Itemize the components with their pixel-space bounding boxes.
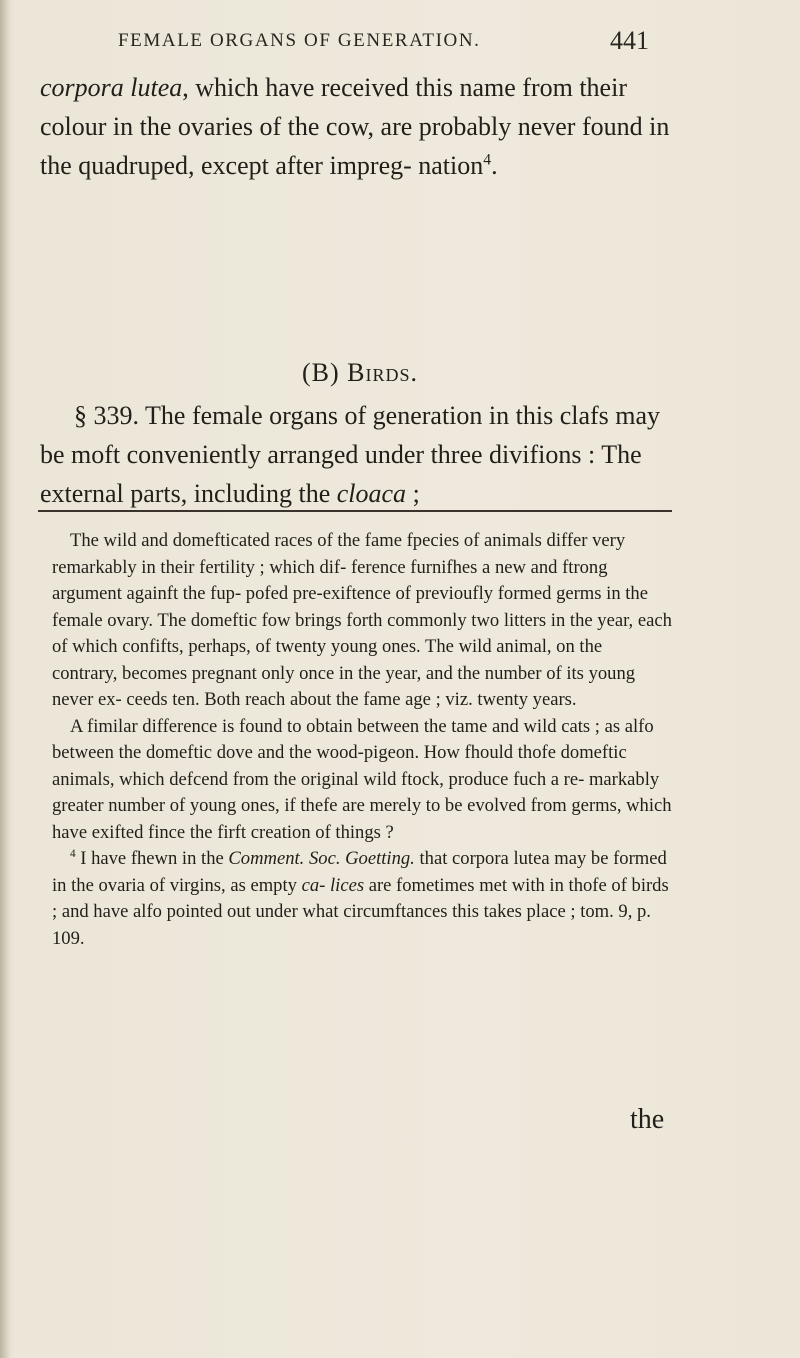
section-339-italic-term: cloaca — [336, 479, 407, 508]
footnote-4 — [52, 846, 672, 952]
intro-end: . — [491, 151, 498, 180]
section-heading-title: Birds. — [347, 358, 419, 387]
gutter-shadow — [0, 0, 10, 1358]
footnotes — [52, 528, 672, 952]
footnote-paragraph-1: The wild and domefticated races of the fame fpecies of animals differ very remarkably in their fertility ; which dif- ference furnifhes a new and ftrong argument againft the fup- pofed pre-exiftence of previoufly formed germs in the female ovary. The domeftic fow brings forth commonly two litters in the year, each of which confifts, perhaps, of twenty young ones. The wild animal, on the contrary, becomes pregnant only once in the year, and the number of its young never ex- ceeds ten. Both reach about the fame age ; viz. twenty years. — [52, 530, 672, 710]
footnote-4-text-a: I have fhewn in the — [75, 848, 229, 869]
footnote-paragraph-2: A fimilar difference is found to obtain between the tame and wild cats ; as alfo between the domeftic dove and the wood-pigeon. How fhould thofe domeftic animals, which defcend from the original wild ftock, produce fuch a re- markably greater number of young ones, if thefe are merely to be evolved from germs, which have exifted fince the firft creation of things ? — [52, 715, 672, 843]
catchword: the — [630, 1104, 665, 1135]
footnote-4-italic-1: Comment. Soc. Goetting. — [228, 848, 415, 869]
intro-paragraph — [40, 68, 680, 185]
section-heading-label: (B) — [301, 358, 340, 387]
intro-italic-term: corpora lutea — [40, 73, 183, 102]
footnote-4-text-b: that corpora lutea may be formed in the ovaria of virgins, as empty — [52, 848, 667, 896]
footnote-4-ref: 4 — [70, 847, 76, 860]
footnote-4-italic-2: ca- lices — [301, 874, 365, 896]
section-339-end: ; — [406, 479, 420, 508]
page-number: 441 — [610, 26, 649, 55]
intro-note-ref: 4 — [483, 151, 492, 169]
intro-text: , which have received this name from their colour in the ovaries of the cow, are probably never found in the quadruped, except after impreg- nation — [40, 73, 670, 180]
section-339-paragraph — [40, 396, 680, 513]
section-heading — [40, 353, 680, 392]
section-number: § 339. — [74, 401, 139, 430]
main-text — [40, 68, 680, 508]
footnote-4-text-c: are fometimes met with in thofe of birds ; and have alfo pointed out under what circumftances this takes place ; tom. 9, p. 109. — [52, 874, 669, 949]
section-339-text: The female organs of generation in this clafs may be moft conveniently arranged under three divifions : The external parts, including the — [40, 401, 661, 508]
running-head: FEMALE ORGANS OF GENERATION. — [118, 30, 481, 51]
footnote-rule — [38, 510, 672, 512]
